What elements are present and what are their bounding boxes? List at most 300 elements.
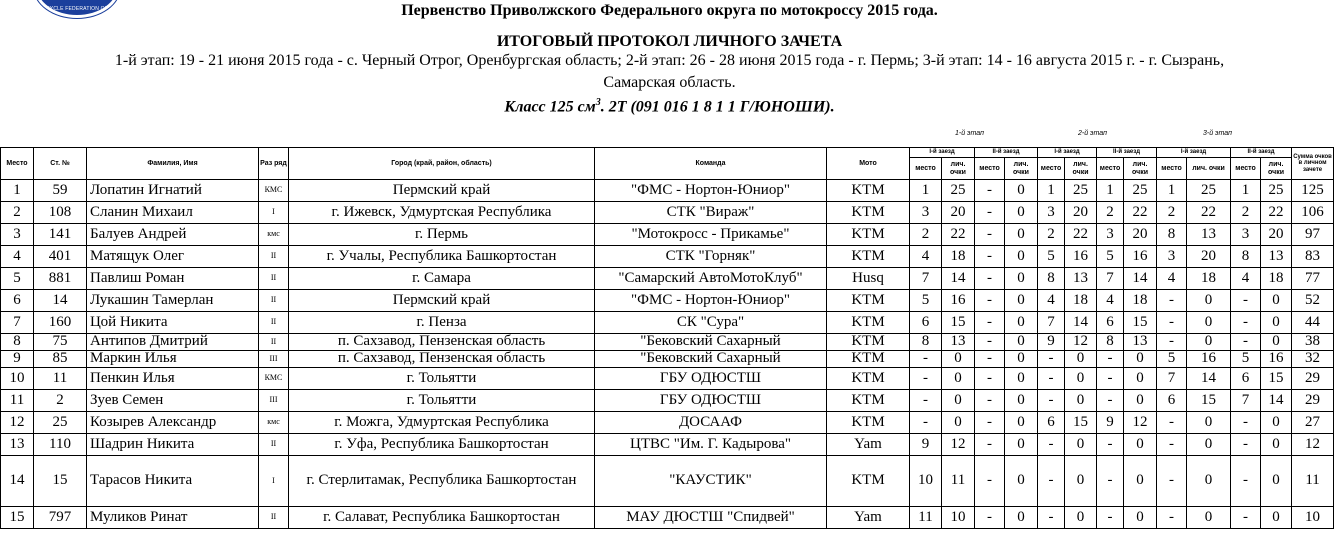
cell-team: СК "Сура" (595, 312, 827, 334)
header-total: Сумма очков в личном зачете (1292, 148, 1334, 180)
cell-race-pts: 0 (1065, 507, 1097, 529)
cell-rank: II (259, 507, 289, 529)
cell-moto: KTM (827, 180, 910, 202)
cell-race-pos: - (1157, 312, 1187, 334)
cell-race-pts: 25 (1065, 180, 1097, 202)
cell-race-pts: 0 (1261, 507, 1292, 529)
cell-race-pts: 0 (1005, 224, 1038, 246)
cell-race-pos: 1 (1231, 180, 1261, 202)
cell-race-pts: 12 (1124, 412, 1157, 434)
cell-race-pos: - (1157, 412, 1187, 434)
table-row (1, 456, 1334, 507)
header-pts: лич. очки (942, 158, 975, 180)
cell-city: г. Салават, Республика Башкортостан (289, 507, 595, 529)
cell-race-pos: 1 (910, 180, 942, 202)
cell-city: г. Тольятти (289, 368, 595, 390)
cell-total: 32 (1292, 351, 1334, 368)
cell-race-pos: 5 (1038, 246, 1065, 268)
cell-race-pts: 18 (1065, 290, 1097, 312)
cell-race-pos: 4 (910, 246, 942, 268)
cell-race-pts: 0 (1187, 412, 1231, 434)
cell-team: ДОСААФ (595, 412, 827, 434)
results-table (0, 147, 1334, 529)
header-pts: лич. очки (1005, 158, 1038, 180)
cell-race-pts: 0 (1187, 312, 1231, 334)
header-s3-race1: I-й заезд (1157, 148, 1231, 158)
cell-name: Матящук Олег (87, 246, 259, 268)
cell-race-pos: 8 (1231, 246, 1261, 268)
header-s2-race2: II-й заезд (1097, 148, 1157, 158)
cell-team: "ФМС - Нортон-Юниор" (595, 290, 827, 312)
cell-race-pos: - (1097, 507, 1124, 529)
cell-race-pos: - (910, 412, 942, 434)
cell-start-no: 25 (34, 412, 87, 434)
cell-race-pts: 12 (942, 434, 975, 456)
cell-race-pos: - (975, 290, 1005, 312)
cell-start-no: 14 (34, 290, 87, 312)
header-rank: Раз ряд (259, 148, 289, 180)
cell-name: Антипов Дмитрий (87, 334, 259, 351)
cell-race-pts: 20 (1124, 224, 1157, 246)
cell-team: "Мотокросс - Прикамье" (595, 224, 827, 246)
cell-race-pos: 6 (1157, 390, 1187, 412)
cell-race-pts: 0 (1005, 246, 1038, 268)
table-row (1, 351, 1334, 368)
cell-race-pos: - (975, 456, 1005, 507)
cell-race-pts: 0 (1005, 390, 1038, 412)
cell-race-pos: - (1231, 507, 1261, 529)
header-team: Команда (595, 148, 827, 180)
cell-moto: KTM (827, 412, 910, 434)
cell-city: г. Самара (289, 268, 595, 290)
cell-race-pts: 13 (1261, 246, 1292, 268)
cell-race-pts: 20 (1065, 202, 1097, 224)
cell-race-pos: - (1231, 412, 1261, 434)
header-pos: место (1231, 158, 1261, 180)
cell-city: г. Тольятти (289, 390, 595, 412)
cell-race-pos: 8 (1157, 224, 1187, 246)
cell-race-pos: - (1038, 368, 1065, 390)
cell-race-pos: 7 (1231, 390, 1261, 412)
cell-name: Балуев Андрей (87, 224, 259, 246)
cell-name: Павлиш Роман (87, 268, 259, 290)
cell-race-pos: 6 (910, 312, 942, 334)
cell-race-pts: 16 (942, 290, 975, 312)
cell-start-no: 11 (34, 368, 87, 390)
cell-race-pts: 18 (1124, 290, 1157, 312)
cell-place: 15 (1, 507, 34, 529)
cell-race-pos: 7 (910, 268, 942, 290)
stage-label-1: 1-й этап (955, 130, 984, 137)
header-start-no: Ст. № (34, 148, 87, 180)
cell-rank: II (259, 246, 289, 268)
cell-race-pts: 25 (942, 180, 975, 202)
cell-start-no: 160 (34, 312, 87, 334)
cell-race-pos: - (1038, 434, 1065, 456)
cell-rank: II (259, 334, 289, 351)
cell-start-no: 59 (34, 180, 87, 202)
cell-team: "Бековский Сахарный (595, 334, 827, 351)
cell-place: 13 (1, 434, 34, 456)
cell-total: 125 (1292, 180, 1334, 202)
cell-race-pts: 0 (1005, 368, 1038, 390)
cell-total: 29 (1292, 368, 1334, 390)
cell-race-pos: - (975, 268, 1005, 290)
cell-start-no: 85 (34, 351, 87, 368)
cell-race-pts: 0 (1005, 351, 1038, 368)
cell-race-pos: 3 (1038, 202, 1065, 224)
cell-race-pts: 0 (1005, 290, 1038, 312)
table-row (1, 290, 1334, 312)
cell-race-pts: 14 (1187, 368, 1231, 390)
class-suffix: . 2Т (091 016 1 8 1 1 Г/ЮНОШИ). (600, 98, 835, 116)
cell-city: г. Учалы, Республика Башкортостан (289, 246, 595, 268)
cell-race-pos: 7 (1038, 312, 1065, 334)
table-row (1, 312, 1334, 334)
cell-total: 27 (1292, 412, 1334, 434)
cell-race-pts: 0 (1124, 351, 1157, 368)
cell-race-pts: 0 (1261, 434, 1292, 456)
cell-start-no: 401 (34, 246, 87, 268)
protocol-title: ИТОГОВЫЙ ПРОТОКОЛ ЛИЧНОГО ЗАЧЕТА (496, 33, 843, 50)
cell-race-pts: 0 (1124, 507, 1157, 529)
cell-race-pts: 0 (1005, 312, 1038, 334)
table-row (1, 180, 1334, 202)
class-sup: 3 (595, 97, 601, 108)
cell-moto: KTM (827, 456, 910, 507)
cell-race-pos: - (975, 224, 1005, 246)
cell-race-pos: 3 (1157, 246, 1187, 268)
cell-team: СТК "Вираж" (595, 202, 827, 224)
cell-race-pos: 7 (1097, 268, 1124, 290)
cell-race-pts: 15 (1187, 390, 1231, 412)
cell-race-pts: 18 (1261, 268, 1292, 290)
cell-start-no: 15 (34, 456, 87, 507)
cell-team: ЦТВС "Им. Г. Кадырова" (595, 434, 827, 456)
cell-race-pts: 0 (1005, 456, 1038, 507)
cell-race-pts: 0 (1124, 456, 1157, 507)
table-row (1, 224, 1334, 246)
results-body (1, 180, 1334, 529)
cell-race-pts: 0 (1187, 507, 1231, 529)
cell-race-pos: - (975, 334, 1005, 351)
cell-race-pos: 7 (1157, 368, 1187, 390)
cell-total: 83 (1292, 246, 1334, 268)
header-pos: место (1157, 158, 1187, 180)
cell-race-pos: 2 (910, 224, 942, 246)
cell-race-pts: 0 (1261, 312, 1292, 334)
cell-race-pts: 25 (1187, 180, 1231, 202)
cell-race-pts: 0 (1065, 456, 1097, 507)
header-s1-race1: I-й заезд (910, 148, 975, 158)
cell-rank: II (259, 434, 289, 456)
cell-race-pts: 20 (1261, 224, 1292, 246)
cell-race-pts: 0 (1187, 456, 1231, 507)
cell-race-pos: 8 (910, 334, 942, 351)
cell-race-pts: 0 (942, 351, 975, 368)
cell-city: г. Ижевск, Удмуртская Республика (289, 202, 595, 224)
cell-race-pts: 22 (1261, 202, 1292, 224)
cell-name: Тарасов Никита (87, 456, 259, 507)
cell-race-pts: 13 (942, 334, 975, 351)
cell-rank: II (259, 290, 289, 312)
cell-race-pts: 0 (1261, 334, 1292, 351)
cell-race-pos: 6 (1231, 368, 1261, 390)
cell-race-pts: 0 (1187, 334, 1231, 351)
cell-start-no: 2 (34, 390, 87, 412)
cell-race-pos: - (975, 507, 1005, 529)
cell-race-pos: - (1097, 351, 1124, 368)
cell-race-pts: 22 (1065, 224, 1097, 246)
cell-race-pts: 11 (942, 456, 975, 507)
cell-city: г. Стерлитамак, Республика Башкортостан (289, 456, 595, 507)
header-name: Фамилия, Имя (87, 148, 259, 180)
cell-city: Пермский край (289, 290, 595, 312)
cell-place: 4 (1, 246, 34, 268)
table-row (1, 434, 1334, 456)
cell-race-pts: 15 (1261, 368, 1292, 390)
cell-city: г. Пермь (289, 224, 595, 246)
logo-text: CYCLE FEDERATION OF (45, 6, 109, 12)
cell-moto: KTM (827, 246, 910, 268)
cell-rank: II (259, 268, 289, 290)
table-row (1, 368, 1334, 390)
cell-moto: KTM (827, 390, 910, 412)
header-city: Город (край, район, область) (289, 148, 595, 180)
cell-team: ГБУ ОДЮСТШ (595, 368, 827, 390)
header-pos: место (1038, 158, 1065, 180)
cell-team: "Бековский Сахарный (595, 351, 827, 368)
cell-place: 6 (1, 290, 34, 312)
cell-race-pos: - (1157, 434, 1187, 456)
cell-race-pts: 13 (1124, 334, 1157, 351)
table-row (1, 334, 1334, 351)
cell-start-no: 110 (34, 434, 87, 456)
table-row (1, 412, 1334, 434)
cell-race-pos: 2 (1038, 224, 1065, 246)
cell-race-pos: - (1157, 507, 1187, 529)
stages-line-1: 1-й этап: 19 - 21 июня 2015 года - с. Черный Отрог, Оренбургская область; 2-й этап: 26 - 28 июня 2015 года - г. Пермь; 3-й этап: 14 - 16 августа 2015 г. - г. Сызрань, (114, 52, 1225, 69)
cell-place: 12 (1, 412, 34, 434)
cell-race-pos: - (910, 368, 942, 390)
document-title: Первенство Приволжского Федерального округа по мотокроссу 2015 года. (401, 2, 938, 19)
cell-race-pos: - (975, 368, 1005, 390)
cell-start-no: 797 (34, 507, 87, 529)
cell-total: 12 (1292, 434, 1334, 456)
cell-city: п. Сахзавод, Пензенская область (289, 351, 595, 368)
table-row (1, 246, 1334, 268)
cell-name: Шадрин Никита (87, 434, 259, 456)
cell-race-pos: 11 (910, 507, 942, 529)
cell-race-pos: 5 (1157, 351, 1187, 368)
cell-race-pts: 0 (942, 390, 975, 412)
cell-race-pos: 3 (1097, 224, 1124, 246)
cell-race-pos: - (1038, 507, 1065, 529)
cell-race-pts: 16 (1065, 246, 1097, 268)
cell-city: г. Можга, Удмуртская Республика (289, 412, 595, 434)
cell-race-pos: 1 (1097, 180, 1124, 202)
cell-race-pos: - (975, 434, 1005, 456)
cell-race-pts: 14 (942, 268, 975, 290)
cell-place: 8 (1, 334, 34, 351)
cell-rank: кмс (259, 412, 289, 434)
cell-race-pos: - (1231, 434, 1261, 456)
header-pts: лич. очки (1065, 158, 1097, 180)
cell-race-pos: - (910, 390, 942, 412)
cell-name: Лукашин Тамерлан (87, 290, 259, 312)
cell-race-pts: 16 (1261, 351, 1292, 368)
cell-race-pts: 0 (1005, 180, 1038, 202)
stage-label-2: 2-й этап (1078, 130, 1107, 137)
cell-start-no: 881 (34, 268, 87, 290)
cell-race-pos: 2 (1157, 202, 1187, 224)
cell-race-pos: - (975, 180, 1005, 202)
cell-moto: Yam (827, 507, 910, 529)
cell-race-pts: 0 (1261, 412, 1292, 434)
cell-place: 5 (1, 268, 34, 290)
cell-place: 7 (1, 312, 34, 334)
cell-name: Цой Никита (87, 312, 259, 334)
cell-race-pos: 1 (1157, 180, 1187, 202)
cell-race-pos: 9 (910, 434, 942, 456)
table-row (1, 507, 1334, 529)
cell-name: Зуев Семен (87, 390, 259, 412)
cell-start-no: 75 (34, 334, 87, 351)
header-s2-race1: I-й заезд (1038, 148, 1097, 158)
cell-race-pos: 8 (1097, 334, 1124, 351)
cell-rank: I (259, 202, 289, 224)
cell-race-pos: - (1038, 456, 1065, 507)
cell-race-pos: - (910, 351, 942, 368)
cell-race-pts: 15 (1124, 312, 1157, 334)
cell-race-pts: 0 (1005, 268, 1038, 290)
cell-race-pts: 18 (1187, 268, 1231, 290)
cell-race-pos: - (975, 351, 1005, 368)
cell-race-pts: 25 (1261, 180, 1292, 202)
cell-name: Маркин Илья (87, 351, 259, 368)
cell-race-pos: 9 (1038, 334, 1065, 351)
cell-race-pts: 0 (942, 368, 975, 390)
header-pts: лич. очки (1187, 158, 1231, 180)
cell-total: 10 (1292, 507, 1334, 529)
class-label (0, 97, 1339, 116)
cell-city: г. Уфа, Республика Башкортостан (289, 434, 595, 456)
stage-label-3: 3-й этап (1203, 130, 1232, 137)
cell-race-pts: 18 (942, 246, 975, 268)
cell-rank: КМС (259, 368, 289, 390)
header-pts: лич. очки (1261, 158, 1292, 180)
table-row (1, 202, 1334, 224)
cell-race-pts: 0 (1124, 390, 1157, 412)
cell-race-pts: 0 (1065, 390, 1097, 412)
cell-race-pos: - (1038, 351, 1065, 368)
cell-team: "ФМС - Нортон-Юниор" (595, 180, 827, 202)
cell-start-no: 108 (34, 202, 87, 224)
cell-race-pts: 14 (1065, 312, 1097, 334)
cell-moto: KTM (827, 290, 910, 312)
cell-place: 9 (1, 351, 34, 368)
header-moto: Мото (827, 148, 910, 180)
cell-race-pos: 5 (910, 290, 942, 312)
cell-total: 44 (1292, 312, 1334, 334)
cell-moto: KTM (827, 202, 910, 224)
cell-race-pos: 10 (910, 456, 942, 507)
class-prefix: Класс 125 см (504, 98, 596, 116)
cell-race-pos: 4 (1038, 290, 1065, 312)
cell-race-pts: 0 (1065, 434, 1097, 456)
header-s1-race2: II-й заезд (975, 148, 1038, 158)
cell-rank: III (259, 390, 289, 412)
cell-rank: III (259, 351, 289, 368)
cell-city: Пермский край (289, 180, 595, 202)
header-pos: место (975, 158, 1005, 180)
cell-race-pts: 0 (1005, 434, 1038, 456)
cell-race-pts: 15 (942, 312, 975, 334)
cell-race-pts: 0 (1065, 368, 1097, 390)
cell-total: 38 (1292, 334, 1334, 351)
cell-race-pos: - (1097, 434, 1124, 456)
cell-race-pos: 2 (1097, 202, 1124, 224)
cell-race-pts: 22 (942, 224, 975, 246)
header-pos: место (1097, 158, 1124, 180)
cell-race-pts: 25 (1124, 180, 1157, 202)
cell-race-pos: - (1157, 290, 1187, 312)
cell-total: 106 (1292, 202, 1334, 224)
cell-place: 10 (1, 368, 34, 390)
cell-moto: KTM (827, 351, 910, 368)
cell-moto: Yam (827, 434, 910, 456)
cell-race-pos: 5 (1097, 246, 1124, 268)
cell-rank: кмс (259, 224, 289, 246)
cell-race-pts: 13 (1065, 268, 1097, 290)
cell-race-pos: 8 (1038, 268, 1065, 290)
cell-race-pos: - (1231, 456, 1261, 507)
cell-race-pos: - (1097, 456, 1124, 507)
cell-race-pos: 3 (1231, 224, 1261, 246)
cell-race-pts: 0 (1187, 434, 1231, 456)
cell-city: п. Сахзавод, Пензенская область (289, 334, 595, 351)
cell-place: 11 (1, 390, 34, 412)
cell-rank: КМС (259, 180, 289, 202)
cell-race-pts: 13 (1187, 224, 1231, 246)
cell-race-pos: - (975, 246, 1005, 268)
cell-total: 29 (1292, 390, 1334, 412)
cell-rank: I (259, 456, 289, 507)
cell-race-pos: - (975, 202, 1005, 224)
cell-race-pts: 16 (1124, 246, 1157, 268)
header-place: Место (1, 148, 34, 180)
cell-race-pts: 14 (1261, 390, 1292, 412)
cell-race-pts: 16 (1187, 351, 1231, 368)
cell-race-pos: - (1097, 390, 1124, 412)
cell-total: 52 (1292, 290, 1334, 312)
cell-race-pts: 12 (1065, 334, 1097, 351)
cell-place: 2 (1, 202, 34, 224)
cell-race-pts: 0 (1187, 290, 1231, 312)
cell-city: г. Пенза (289, 312, 595, 334)
header-pos: место (910, 158, 942, 180)
cell-race-pos: 4 (1157, 268, 1187, 290)
cell-race-pos: 1 (1038, 180, 1065, 202)
cell-place: 1 (1, 180, 34, 202)
cell-name: Пенкин Илья (87, 368, 259, 390)
cell-team: СТК "Горняк" (595, 246, 827, 268)
cell-race-pts: 0 (1124, 434, 1157, 456)
cell-place: 3 (1, 224, 34, 246)
cell-race-pos: 4 (1097, 290, 1124, 312)
cell-race-pts: 0 (1124, 368, 1157, 390)
cell-moto: KTM (827, 334, 910, 351)
